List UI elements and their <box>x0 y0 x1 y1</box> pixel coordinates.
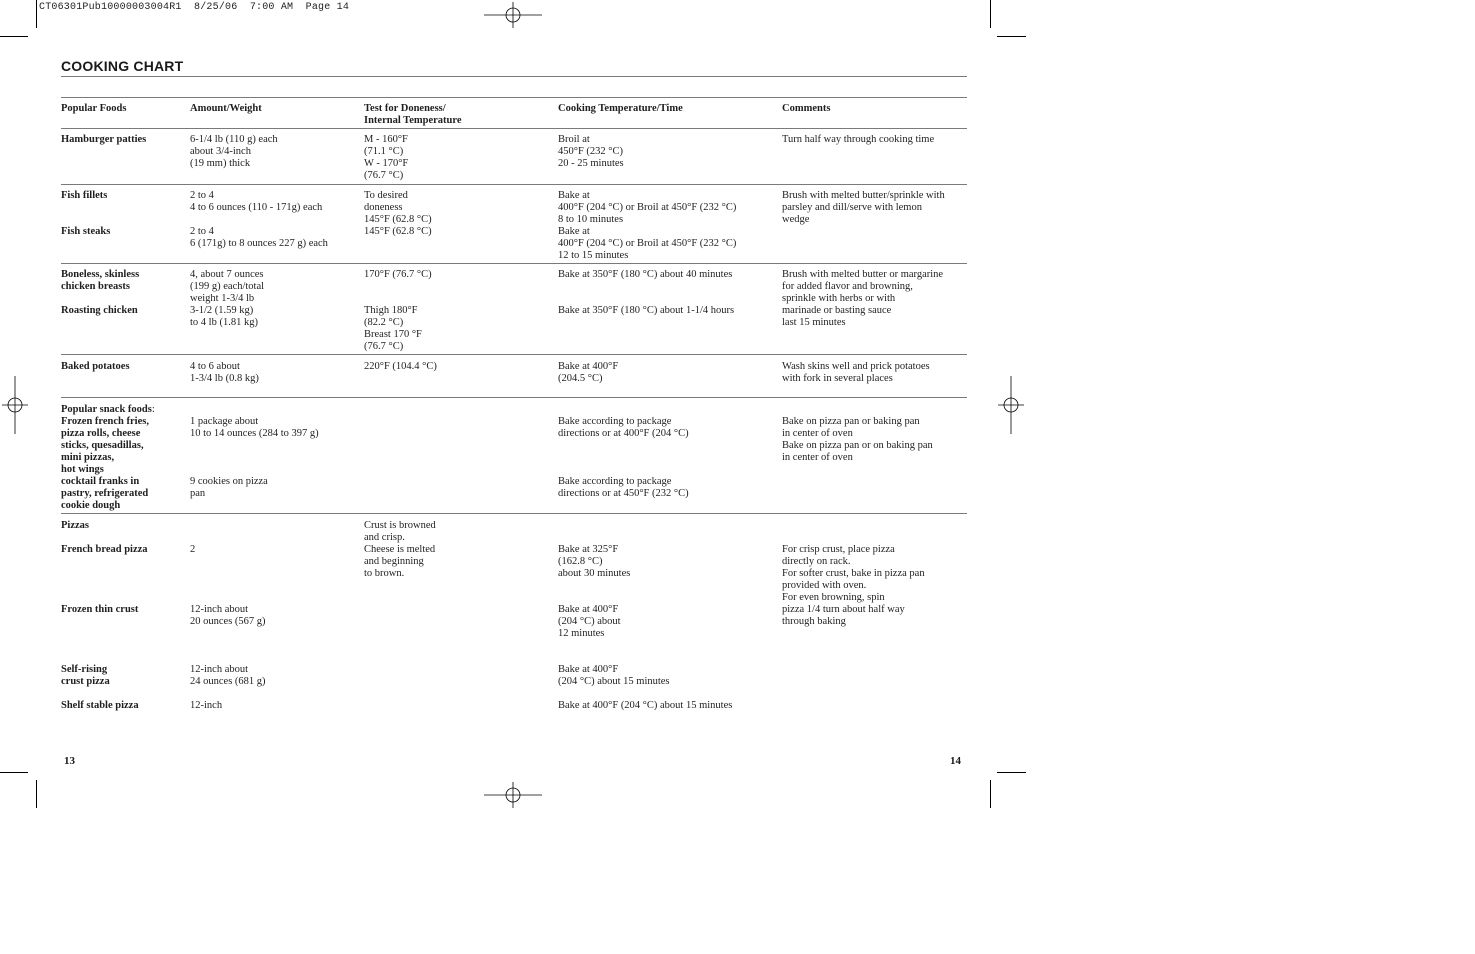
amount-cell: 4 to 6 about 1-3/4 lb (0.8 kg) <box>190 361 259 384</box>
temperature-cell: Bake at 350°F (180 °C) about 40 minutes <box>558 269 733 280</box>
temperature-cell: Bake according to package directions or at 400°F (204 °C) <box>558 416 689 439</box>
print-slug-line: CT06301Pub10000003004R1 8/25/06 7:00 AM Page 14 <box>39 2 350 13</box>
snack-heading: Popular snack foods <box>61 404 152 415</box>
header-popular-foods: Popular Foods <box>61 103 127 114</box>
temperature-cell: Bake at 400°F (204 °C) about 15 minutes <box>558 700 733 711</box>
doneness-cell: 145°F (62.8 °C) <box>364 226 432 237</box>
amount-cell: 4, about 7 ounces (199 g) each/total weight 1-3/4 lb <box>190 269 265 304</box>
page-number-right: 14 <box>950 755 961 767</box>
doneness-cell: Crust is browned and crisp. Cheese is melted and beginning to brown. <box>364 520 436 579</box>
page-title: COOKING CHART <box>61 58 184 74</box>
registration-mark-icon <box>484 2 542 28</box>
food-cell: Frozen french fries, pizza rolls, cheese sticks, quesadillas, mini pizzas, hot wings <box>61 416 149 475</box>
temperature-cell: Bake at 400°F (204.5 °C) <box>558 361 619 384</box>
amount-cell: 12-inch <box>190 700 223 711</box>
comments-cell: Bake on pizza pan or baking pan in center of oven Bake on pizza pan or on baking pan in center of oven <box>782 416 933 463</box>
amount-cell: 12-inch about 20 ounces (567 g) <box>190 604 266 627</box>
comments-cell: Brush with melted butter/sprinkle with parsley and dill/serve with lemon wedge <box>782 190 945 225</box>
temperature-cell: Bake at 325°F (162.8 °C) about 30 minutes <box>558 544 631 579</box>
amount-cell: 2 to 4 6 (171g) to 8 ounces 227 g) each <box>190 226 328 249</box>
crop-mark <box>990 780 991 808</box>
crop-mark <box>0 36 28 37</box>
table-rule <box>61 128 967 129</box>
crop-mark <box>997 36 1026 37</box>
food-cell: cocktail franks in pastry, refrigerated cookie dough <box>61 476 149 511</box>
page-number-left: 13 <box>64 755 75 767</box>
header-cooking-temperature: Cooking Temperature/Time <box>558 103 683 114</box>
food-cell: Boneless, skinless chicken breasts <box>61 269 140 292</box>
food-cell: Baked potatoes <box>61 361 130 372</box>
comments-cell: Turn half way through cooking time <box>782 134 935 145</box>
crop-mark <box>0 772 28 773</box>
doneness-cell: M - 160°F (71.1 °C) W - 170°F (76.7 °C) <box>364 134 409 181</box>
doneness-cell: To desired doneness 145°F (62.8 °C) <box>364 190 432 225</box>
amount-cell: 2 <box>190 544 196 555</box>
temperature-cell: Bake at 350°F (180 °C) about 1-1/4 hours <box>558 305 735 316</box>
food-cell: French bread pizza <box>61 544 148 555</box>
registration-mark-icon <box>2 376 28 434</box>
temperature-cell: Bake at 400°F (204 °C) about 15 minutes <box>558 664 670 687</box>
header-comments: Comments <box>782 103 831 114</box>
food-cell: Hamburger patties <box>61 134 147 145</box>
table-rule <box>61 354 967 355</box>
amount-cell: 9 cookies on pizza pan <box>190 476 268 499</box>
food-cell: Roasting chicken <box>61 305 138 316</box>
comments-cell: Wash skins well and prick potatoes with fork in several places <box>782 361 930 384</box>
temperature-cell: Bake at 400°F (204 °C) or Broil at 450°F (232 °C) 12 to 15 minutes <box>558 226 737 261</box>
header-test-for-doneness: Test for Doneness/ Internal Temperature <box>364 103 462 126</box>
food-cell: Frozen thin crust <box>61 604 139 615</box>
food-cell: Shelf stable pizza <box>61 700 139 711</box>
header-amount-weight: Amount/Weight <box>190 103 262 114</box>
food-cell: Pizzas <box>61 520 89 531</box>
registration-mark-icon <box>998 376 1024 434</box>
temperature-cell: Bake according to package directions or at 450°F (232 °C) <box>558 476 689 499</box>
crop-mark <box>990 0 991 28</box>
amount-cell: 1 package about 10 to 14 ounces (284 to 397 g) <box>190 416 319 439</box>
temperature-cell: Bake at 400°F (204 °C) or Broil at 450°F (232 °C) 8 to 10 minutes <box>558 190 737 225</box>
amount-cell: 2 to 4 4 to 6 ounces (110 - 171g) each <box>190 190 323 213</box>
food-cell-heading <box>61 404 155 416</box>
food-cell: Self-rising crust pizza <box>61 664 110 687</box>
comments-cell: For crisp crust, place pizza directly on rack. For softer crust, bake in pizza pan provided with oven. For even browning, spin pizza 1/4 turn about half way through baking <box>782 544 925 627</box>
comments-cell: Brush with melted butter or margarine for added flavor and browning, sprinkle with herbs or with marinade or basting sauce last 15 minutes <box>782 269 944 328</box>
title-rule <box>61 76 967 77</box>
food-cell: Fish fillets <box>61 190 108 201</box>
doneness-cell: 170°F (76.7 °C) <box>364 269 432 280</box>
snack-heading-colon: : <box>151 404 155 415</box>
table-rule <box>61 513 967 514</box>
amount-cell: 12-inch about 24 ounces (681 g) <box>190 664 266 687</box>
temperature-cell: Broil at 450°F (232 °C) 20 - 25 minutes <box>558 134 624 169</box>
table-rule <box>61 184 967 185</box>
table-rule <box>61 263 967 264</box>
table-rule <box>61 97 967 98</box>
amount-cell: 3-1/2 (1.59 kg) to 4 lb (1.81 kg) <box>190 305 258 328</box>
table-rule <box>61 397 967 398</box>
temperature-cell: Bake at 400°F (204 °C) about 12 minutes <box>558 604 621 639</box>
amount-cell: 6-1/4 lb (110 g) each about 3/4-inch (19 mm) thick <box>190 134 278 169</box>
registration-mark-icon <box>484 782 542 808</box>
crop-mark <box>997 772 1026 773</box>
crop-mark <box>36 780 37 808</box>
food-cell: Fish steaks <box>61 226 111 237</box>
crop-mark <box>36 0 37 28</box>
doneness-cell: Thigh 180°F (82.2 °C) Breast 170 °F (76.7 °C) <box>364 305 422 352</box>
doneness-cell: 220°F (104.4 °C) <box>364 361 437 372</box>
